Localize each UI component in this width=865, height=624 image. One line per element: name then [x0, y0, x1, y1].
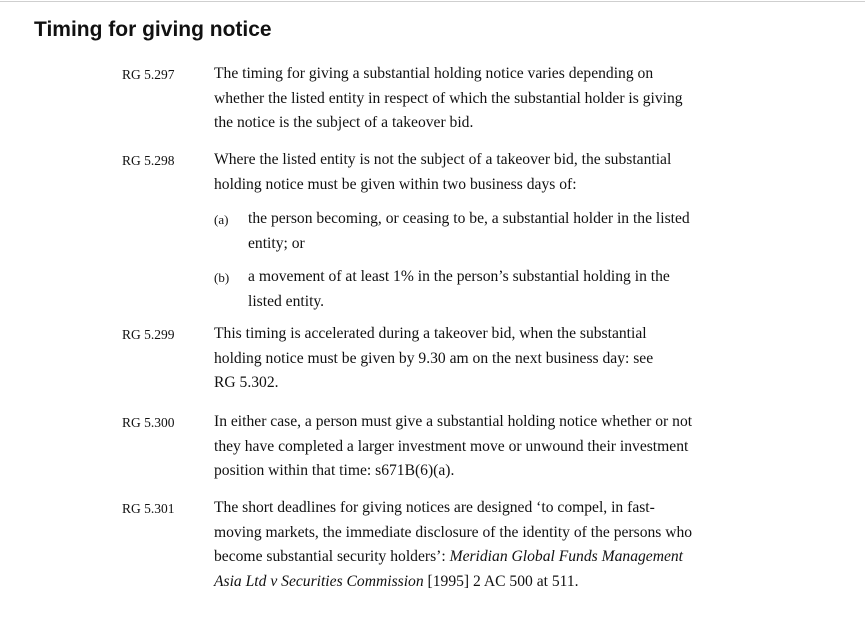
text-line: they have completed a larger investment move or unwound their investment	[214, 437, 689, 455]
list-marker: (a)	[214, 212, 229, 227]
text-line: position within that time: s671B(6)(a).	[214, 462, 455, 479]
text-line: holding notice must be given within two business days of:	[214, 175, 577, 193]
text-line: The timing for giving a substantial holding notice varies depending on	[214, 65, 654, 82]
text-line: In either case, a person must give a substantial holding notice whether or not	[214, 413, 693, 430]
top-divider	[0, 1, 865, 2]
text-line: holding notice must be given by 9.30 am on the next business day: see	[214, 349, 654, 367]
paragraph-number: RG 5.301	[122, 501, 175, 516]
paragraph-number: RG 5.299	[122, 327, 175, 342]
text-line: listed entity.	[248, 292, 325, 310]
paragraph-number: RG 5.300	[122, 415, 175, 430]
list-item	[214, 207, 759, 256]
text-line: moving markets, the immediate disclosure of the identity of the persons who	[214, 523, 693, 541]
sub-list	[214, 207, 759, 314]
text-line: entity; or	[248, 234, 305, 252]
paragraph-text	[214, 410, 759, 484]
case-name: Asia Ltd v Securities Commission	[214, 572, 424, 590]
text-line: This timing is accelerated during a takeover bid, when the substantial	[214, 325, 647, 342]
citation: [1995] 2 AC 500 at 511.	[423, 572, 579, 590]
paragraph-number: RG 5.298	[122, 153, 175, 168]
text-line	[214, 570, 759, 595]
text-line: whether the listed entity in respect of which the substantial holder is giving	[214, 89, 683, 107]
paragraph-text	[214, 62, 759, 136]
paragraph-text	[214, 148, 759, 323]
text-line: RG 5.302.	[214, 374, 279, 391]
case-name: Meridian Global Funds Management	[449, 548, 684, 565]
list-marker: (b)	[214, 270, 230, 285]
paragraph-number: RG 5.297	[122, 67, 175, 82]
text-line: The short deadlines for giving notices are designed ‘to compel, in fast-	[214, 499, 655, 516]
text-line: a movement of at least 1% in the person’s substantial holding in the	[248, 268, 670, 285]
paragraph-text	[214, 322, 759, 396]
section-heading: Timing for giving notice	[34, 18, 272, 41]
text-line: the person becoming, or ceasing to be, a substantial holder in the listed	[248, 210, 690, 227]
text-line: Where the listed entity is not the subject of a takeover bid, the substantial	[214, 151, 672, 168]
paragraph-text	[214, 496, 759, 594]
list-item	[214, 265, 759, 314]
text-line	[214, 545, 759, 570]
text-line: the notice is the subject of a takeover bid.	[214, 114, 474, 131]
text-segment: become substantial security holders’:	[214, 548, 450, 565]
